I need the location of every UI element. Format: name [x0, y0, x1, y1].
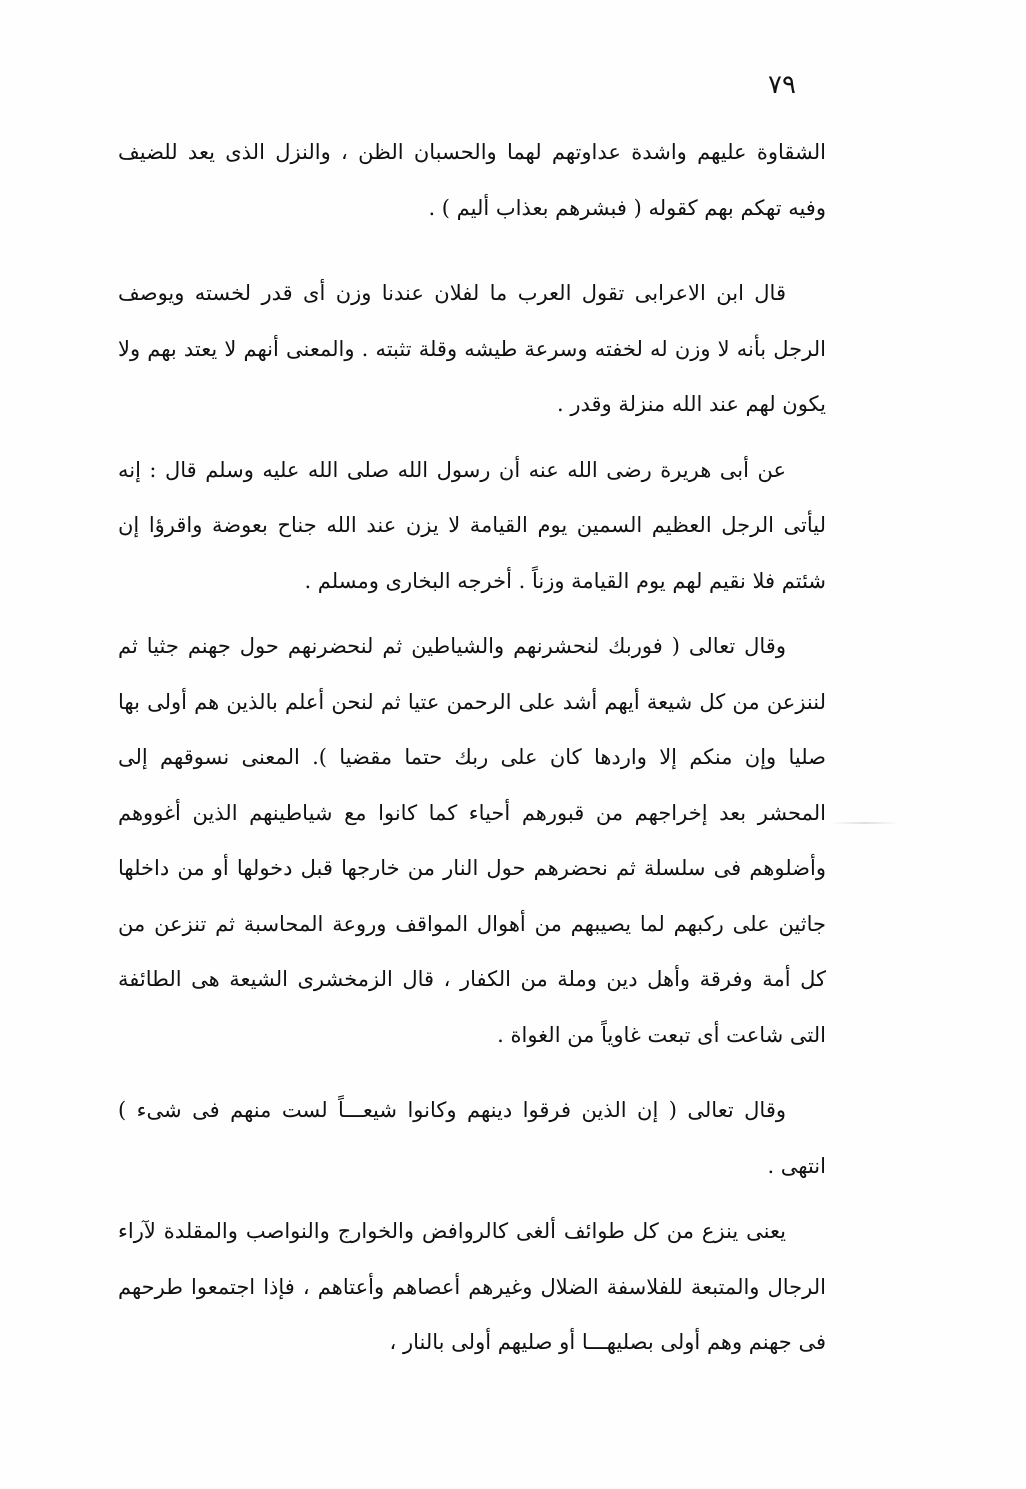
paragraph-4: وقال تعالى ( فوربك لنحشرنهم والشياطين ثم لنحضرنهم حول جهنم جثيا ثم لننزعن من كل شيعة أيهم أشد على الرحمن عتيا ثم لنحن أعلم بالذين هم أولى بها صليا وإن منكم إلا واردها كان على ربك حتما مقضيا ). المعنى نسوقهم إلى المحشر بعد إخراجهم من قبورهم أحياء كما كانوا مع شياطينهم الذين أغووهم وأضلوهم فى سلسلة ثم نحضرهم حول النار من خارجها قبل دخولها أو من داخلها جاثين على ركبهم لما يصيبهم من أهوال المواقف وروعة المحاسبة ثم تنزعن من كل أمة وفرقة وأهل دين وملة من الكفار ، قال الزمخشرى الشيعة هى الطائفة التى شاعت أى تبعت غاوياً من الغواة .: [118, 634, 826, 1047]
body-text: [118, 125, 826, 1371]
scan-artifact: [830, 822, 900, 824]
paragraph-6: يعنى ينزع من كل طوائف ألغى كالروافض والخوارج والنواصب والمقلدة لآراء الرجال والمتبعة للفلاسفة الضلال وغيرهم أعصاهم وأعتاهم ، فإذا اجتمعوا طرحهم فى جهنم وهم أولى بصليهـــا أو صليهم أولى بالنار ،: [118, 1219, 826, 1354]
page-number: ٧٩: [768, 70, 796, 100]
paragraph-5: وقال تعالى ( إن الذين فرقوا دينهم وكانوا شيعـــاً لست منهم فى شىء ) انتهى .: [118, 1098, 826, 1178]
paragraph-1: الشقاوة عليهم واشدة عداوتهم لهما والحسبان الظن ، والنزل الذى يعد للضيف وفيه تهكم بهم كقوله ( فبشرهم بعذاب أليم ) .: [118, 140, 826, 220]
paragraph-3: عن أبى هريرة رضى الله عنه أن رسول الله صلى الله عليه وسلم قال : إنه ليأتى الرجل العظيم السمين يوم القيامة لا يزن عند الله جناح بعوضة واقرؤا إن شئتم فلا نقيم لهم يوم القيامة وزناً . أخرجه البخارى ومسلم .: [118, 457, 826, 593]
paragraph-2: قال ابن الاعرابى تقول العرب ما لفلان عندنا وزن أى قدر لخسته ويوصف الرجل بأنه لا وزن له لخفته وسرعة طيشه وقلة تثبته . والمعنى أنهم لا يعتد بهم ولا يكون لهم عند الله منزلة وقدر .: [118, 281, 826, 416]
